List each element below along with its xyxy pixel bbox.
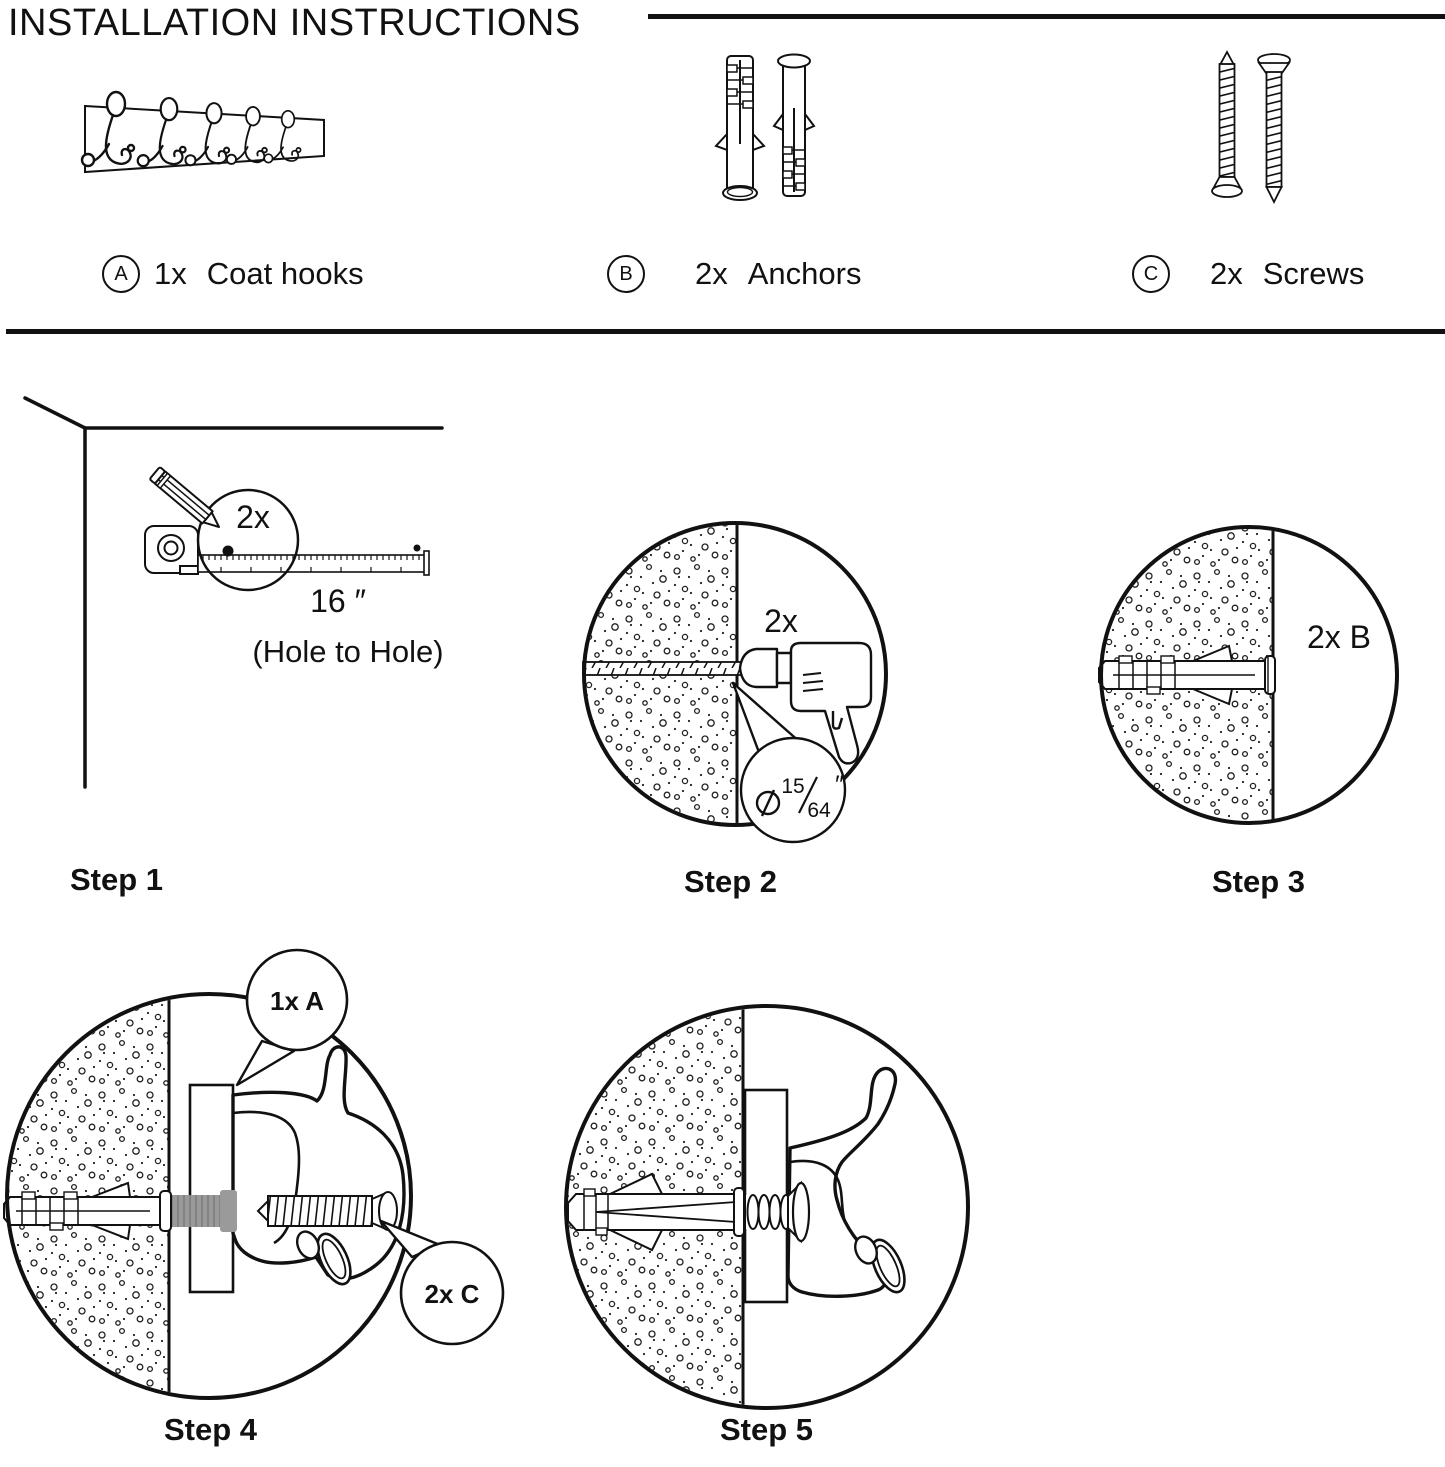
hooks-callout-label: 1x A xyxy=(270,986,324,1016)
step5-illustration xyxy=(550,990,980,1418)
diameter-numerator: 15 xyxy=(781,775,805,798)
part-qty-c: 2x xyxy=(1210,256,1243,291)
part-row-screws xyxy=(1132,253,1364,295)
step3-illustration xyxy=(1095,520,1407,832)
wall-corner-lines xyxy=(25,398,442,787)
second-mark-dot xyxy=(414,545,421,552)
page-title: INSTALLATION INSTRUCTIONS xyxy=(8,2,581,44)
screws-callout xyxy=(381,1221,503,1344)
step1-label: Step 1 xyxy=(70,862,164,897)
step5-label: Step 5 xyxy=(720,1412,814,1447)
mark-count-label: 2x xyxy=(236,499,270,535)
part-badge-c: C xyxy=(1132,255,1170,293)
screws-illustration xyxy=(1202,50,1302,206)
distance-note-label: (Hole to Hole) xyxy=(252,634,444,669)
title-rule xyxy=(648,14,1445,19)
section-divider xyxy=(6,329,1445,334)
hook-board xyxy=(190,1085,233,1292)
drill-bit xyxy=(583,662,745,675)
step4-label: Step 4 xyxy=(164,1412,258,1447)
wall-cross-section xyxy=(575,515,737,845)
part-name-a: Coat hooks xyxy=(206,256,364,291)
screw-through-board xyxy=(172,1190,237,1232)
diameter-denominator: 64 xyxy=(807,799,831,822)
pencil-mark-dot xyxy=(223,546,234,557)
step1-illustration xyxy=(10,390,470,810)
anchor-callout-label: 2x B xyxy=(1306,619,1372,655)
pencil-icon xyxy=(150,467,225,533)
loose-screw xyxy=(258,1192,397,1230)
anchors-illustration xyxy=(712,50,822,212)
part-name-b: Anchors xyxy=(747,256,862,291)
part-qty-b: 2x xyxy=(695,256,728,291)
coat-hooks-illustration xyxy=(82,64,327,182)
screws-callout-label: 2x C xyxy=(424,1279,480,1309)
diameter-unit: ″ xyxy=(835,771,844,799)
hole-count-label: 2x xyxy=(764,603,798,639)
part-qty-a: 1x xyxy=(154,256,187,291)
step2-label: Step 2 xyxy=(684,864,778,899)
step4-illustration xyxy=(0,943,512,1405)
wall-cross-section xyxy=(0,943,169,1405)
step2-illustration xyxy=(575,515,905,850)
part-badge-a: A xyxy=(102,255,140,293)
part-name-c: Screws xyxy=(1262,256,1365,291)
distance-label: 16 ″ xyxy=(310,583,366,619)
part-row-coat-hooks xyxy=(102,253,364,295)
part-row-anchors xyxy=(607,253,861,295)
step3-label: Step 3 xyxy=(1212,864,1306,899)
tape-measure-icon xyxy=(145,526,429,575)
part-badge-b: B xyxy=(607,255,645,293)
